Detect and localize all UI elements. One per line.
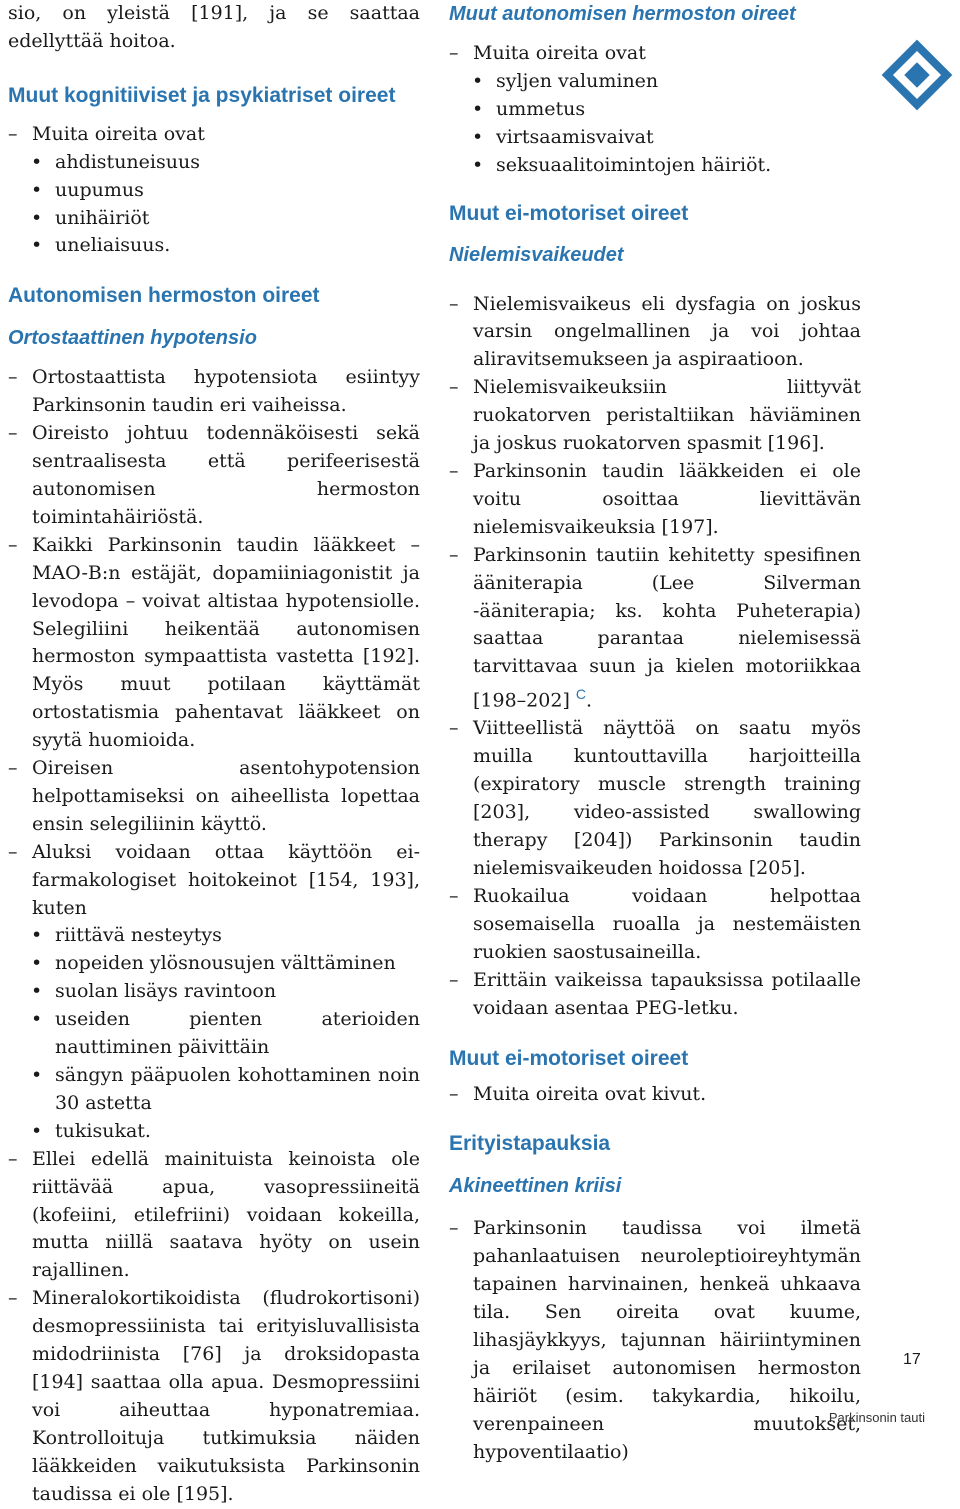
list-item: – Muita oireita ovat kivut. [449, 1081, 861, 1109]
diamond-logo-icon [878, 36, 956, 114]
bullet-item: • uupumus [8, 177, 420, 205]
subheading-orthostatic: Ortostaattinen hypotensio [8, 327, 257, 350]
bullet-item: • riittävä nesteytys [8, 922, 420, 950]
sentence-end: . [586, 689, 593, 712]
bullet-item: • ahdistuneisuus [8, 149, 420, 177]
list-item [449, 542, 861, 716]
page-number: 17 [903, 1351, 921, 1368]
bullet-item: • suolan lisäys ravintoon [8, 978, 420, 1006]
heading-autonomic: Autonomisen hermoston oireet [8, 284, 320, 308]
heading-cognitive: Muut kognitiiviset ja psykiatriset oireet [8, 83, 396, 107]
other-autonomic-list [449, 40, 861, 180]
list-item: – Muita oireita ovat [8, 121, 420, 149]
subheading-other-autonomic: Muut autonomisen hermoston oireet [449, 3, 796, 25]
bullet-item: • seksuaalitoimintojen häiriöt. [449, 152, 861, 180]
bullet-item: • tukisukat. [8, 1118, 420, 1146]
akinetic-list [449, 1215, 861, 1466]
list-item: – Parkinsonin taudin lääkkeiden ei ole voitu osoittaa lievittävän nielemisvaikeuksia [197]. [449, 458, 861, 542]
list-item: – Kaikki Parkinsonin taudin lääkkeet – MAO-B:n estäjät, dopamiiniagonistit ja levodopa – voivat altistaa hypotensiolle. Selegiliini heikentää autonomisen hermoston sympaattista vastetta [192]. Myös muut potilaan käyttämät ortostatismia pahentavat lääkkeet on syytä huomioida. [8, 532, 420, 755]
bullet-item: • useiden pienten aterioiden nauttiminen päivittäin [8, 1006, 420, 1062]
list-item: – Parkinsonin taudissa voi ilmetä pahanlaatuisen neuroleptioireyhtymän tapainen harvinainen, henkeä uhkaava tila. Sen oireita ovat kuume, lihasjäykkyys, tajunnan häiriintyminen ja erilaiset autonomisen hermoston häiriöt (esim. takykardia, hikoilu, verenpaineen muutokset, hypoventilaatio) [449, 1215, 861, 1466]
heading-special-cases: Erityistapauksia [449, 1132, 611, 1156]
left-column [8, 0, 420, 1509]
bullet-item: • uneliaisuus. [8, 232, 420, 260]
bullet-item: • syljen valuminen [449, 68, 861, 96]
bullet-item: • virtsaamisvaivat [449, 124, 861, 152]
list-item: – Erittäin vaikeissa tapauksissa potilaalle voidaan asentaa PEG-letku. [449, 967, 861, 1023]
list-item: – Aluksi voidaan ottaa käyttöön ei-farmakologiset hoitokeinot [154, 193], kuten [8, 839, 420, 923]
swallowing-list [449, 291, 861, 1023]
list-item: – Nielemisvaikeus eli dysfagia on joskus varsin ongelmallinen ja voi johtaa aliravitsemukseen ja aspiraatioon. [449, 291, 861, 375]
evidence-grade-badge: C [575, 686, 587, 703]
right-column [449, 0, 861, 1466]
list-item: – Oireisen asentohypotension helpottamiseksi on aiheellista lopettaa ensin selegiliinin käyttö. [8, 755, 420, 839]
list-item: – Viitteellistä näyttöä on saatu myös muilla kuntouttavilla harjoitteilla (expiratory muscle strength training [203], video-assisted swallowing therapy [204]) Parkinsonin taudin nielemisvaikeuden hoidossa [205]. [449, 715, 861, 882]
subheading-akinetic-crisis: Akineettinen kriisi [449, 1175, 622, 1198]
cognitive-list [8, 121, 420, 261]
bullet-item: • nopeiden ylösnousujen välttäminen [8, 950, 420, 978]
bullet-item: • unihäiriöt [8, 205, 420, 233]
list-item: – Ruokailua voidaan helpottaa sosemaisella ruoalla ja nestemäisten ruokien saostusaineilla. [449, 883, 861, 967]
bullet-item: • sängyn pääpuolen kohottaminen noin 30 astetta [8, 1062, 420, 1118]
bullet-item: • ummetus [449, 96, 861, 124]
heading-non-motor-2: Muut ei-motoriset oireet [449, 1047, 689, 1071]
pain-list [449, 1081, 861, 1109]
list-item: – Muita oireita ovat [449, 40, 861, 68]
speech-therapy-text: Parkinsonin tautiin kehitetty spesifinen ääniterapia (Lee Silverman -ääniterapia; ks. kohta Puheterapia) saattaa parantaa nielemisessä tarvittavaa suun ja kielen motoriikkaa [198–202] [473, 543, 861, 712]
heading-non-motor: Muut ei-motoriset oireet [449, 201, 689, 225]
subheading-swallowing: Nielemisvaikeudet [449, 243, 624, 266]
list-item: – Ellei edellä mainituista keinoista ole riittävää apua, vasopressiineitä (kofeiini, etilefriini) voidaan kokeilla, mutta niillä saatava hyöty on usein rajallinen. [8, 1146, 420, 1286]
list-item: – Oireisto johtuu todennäköisesti sekä sentraalisesta että perifeerisestä autonomisen hermoston toimintahäiriöstä. [8, 420, 420, 532]
list-item: – Ortostaattista hypotensiota esiintyy Parkinsonin taudin eri vaiheissa. [8, 364, 420, 420]
list-item: – Nielemisvaikeuksiin liittyvät ruokatorven peristaltiikan häviäminen ja joskus ruokatorven spasmit [196]. [449, 374, 861, 458]
list-item: – Mineralokortikoidista (fludrokortisoni) desmopressiinista tai erityisluvallisista midodriinista [76] ja droksidopasta [194] saattaa olla apua. Desmopressiini voi aiheuttaa hyponatremiaa. Kontrolloituja tutkimuksia näiden lääkkeiden vaikutuksista Parkinsonin taudissa ei ole [195]. [8, 1285, 420, 1508]
intro-text: sio, on yleistä [191], ja se saattaa edellyttää hoitoa. [8, 2, 420, 52]
orthostatic-list [8, 364, 420, 1508]
footer-title: Parkinsonin tauti [828, 1410, 925, 1425]
